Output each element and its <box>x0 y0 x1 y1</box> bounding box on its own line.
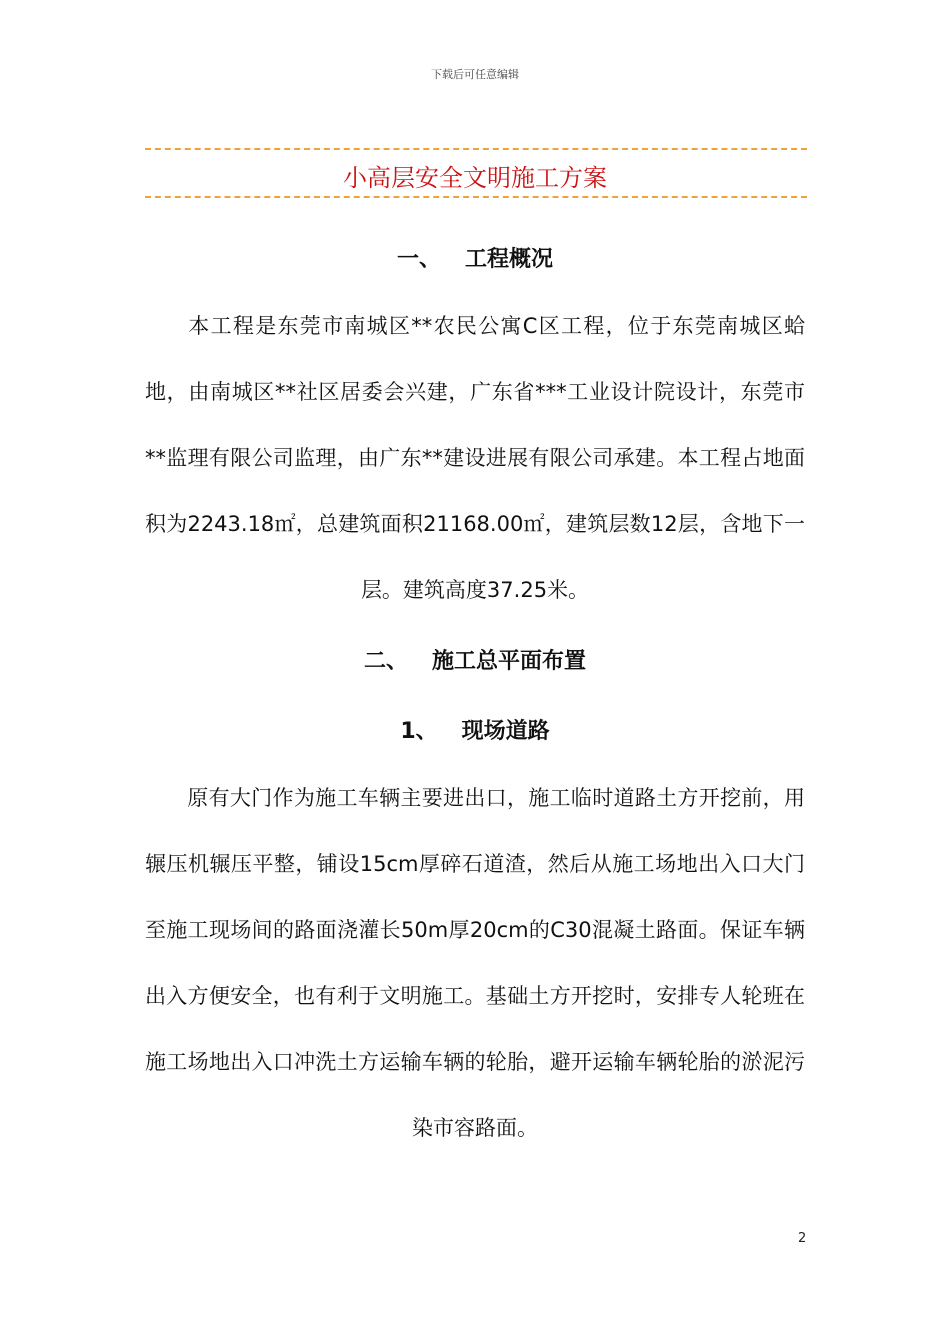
paragraph-roads <box>145 765 805 1161</box>
subsection-heading-roads <box>0 714 950 745</box>
document-title: 小高层安全文明施工方案 <box>343 164 607 192</box>
section-heading-layout <box>0 644 950 675</box>
title-divider-bottom <box>145 196 807 198</box>
section-title: 工程概况 <box>465 247 554 272</box>
section-number: 一、 <box>396 247 441 272</box>
subsection-number: 1、 <box>400 719 438 744</box>
title-divider-top <box>145 148 807 150</box>
paragraph-text: 本工程是东莞市南城区**农民公寓C区工程，位于东莞南城区蛤地，由南城区**社区居委会兴建，广东省***工业设计院设计，东莞市**监理有限公司监理，由广东**建设进展有限公司承建。本工程占地面积为2243.18㎡，总建筑面积21168.00㎡，建筑层数12层，含地下一层。建筑高度37.25米。 <box>145 314 805 602</box>
paragraph-overview <box>145 293 805 623</box>
subsection-title: 现场道路 <box>461 719 550 744</box>
paragraph-text: 原有大门作为施工车辆主要进出口，施工临时道路土方开挖前，用辗压机辗压平整，铺设15cm厚碎石道渣，然后从施工场地出入口大门至施工现场间的路面浇灌长50m厚20cm的C30混凝土路面。保证车辆出入方便安全，也有利于文明施工。基础土方开挖时，安排专人轮班在施工场地出入口冲洗土方运输车辆的轮胎，避开运输车辆轮胎的淤泥污染市容路面。 <box>145 786 805 1140</box>
section-title: 施工总平面布置 <box>432 649 587 674</box>
page-header-note: 下载后可任意编辑 <box>431 68 519 81</box>
page-number: 2 <box>798 1231 807 1246</box>
section-number: 二、 <box>363 649 408 674</box>
section-heading-overview <box>0 242 950 273</box>
